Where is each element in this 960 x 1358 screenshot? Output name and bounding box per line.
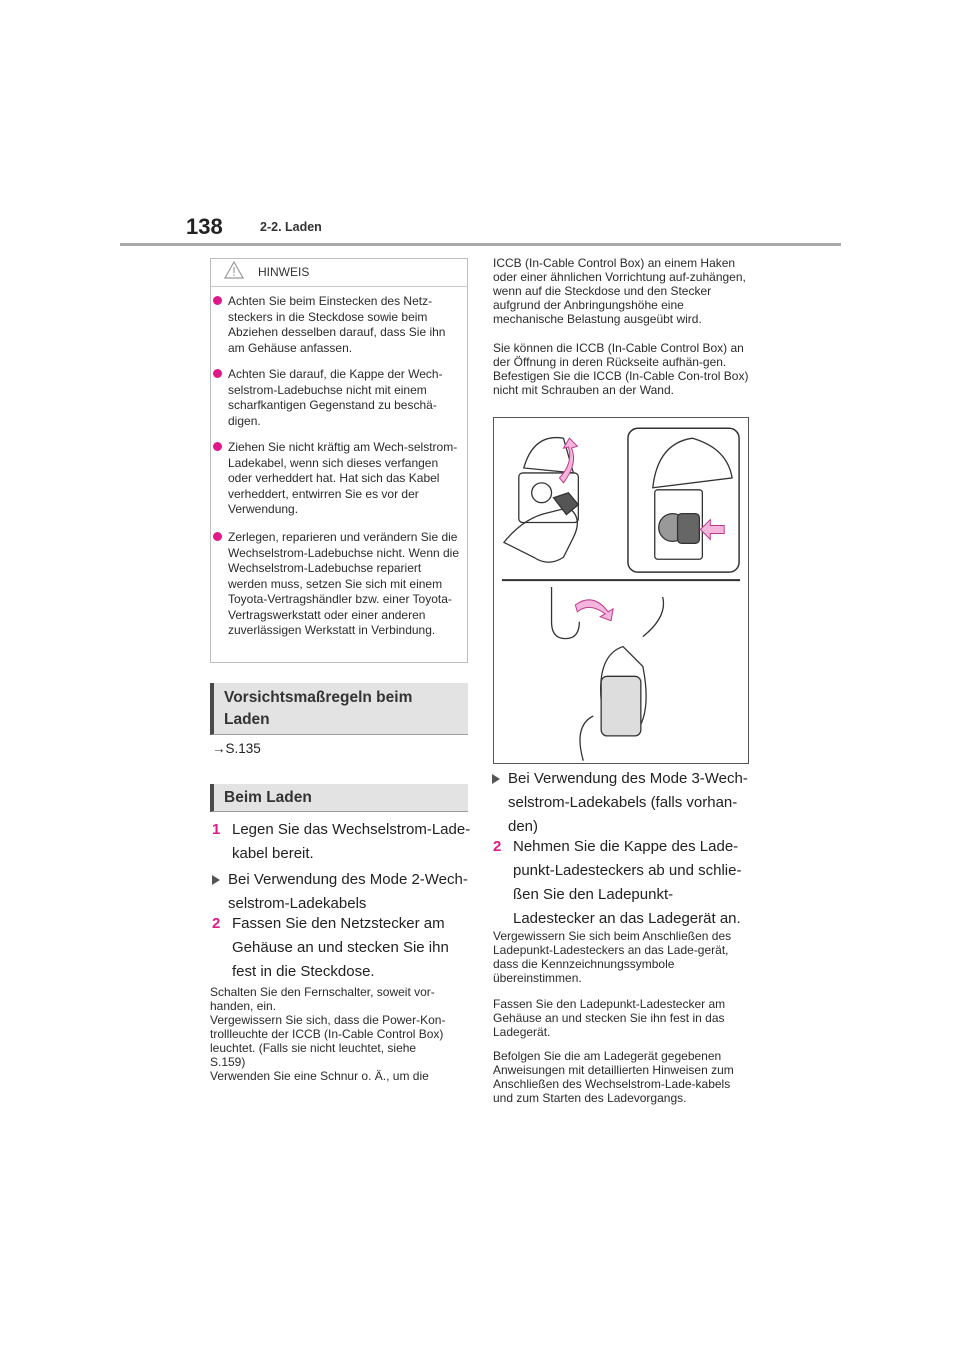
bullet-dot-icon [213,369,222,378]
heading-charging: Beim Laden [210,784,468,812]
page-number: 138 [186,214,223,239]
iccb-mount-paragraph: Sie können die ICCB (In-Cable Control Box) an der Öffnung in deren Rückseite aufhän-gen. Befestigen Sie die ICCB (In-Cable Con-trol Box) nicht mit Schrauben an der Wand. [493,341,749,397]
insert-plug-paragraph: Fassen Sie den Ladepunkt-Ladestecker am Gehäuse an und stecken Sie ihn fest in das Ladegerät. [493,997,726,1039]
notice-item: Achten Sie darauf, die Kappe der Wech-selstrom-Ladebuchse nicht mit einem scharfkantigen Gegenstand zu beschä-digen. [228,367,463,429]
notice-divider [210,286,468,287]
bullet-dot-icon [213,296,222,305]
notice-item: Ziehen Sie nicht kräftig am Wech-selstrom-Ladekabel, wenn sich dieses verfangen oder verheddert hat. Hat sich das Kabel verheddert, entwirren Sie es vor der Verwendung. [228,440,463,518]
inset-frame [628,428,739,572]
triangle-bullet-icon [212,875,220,885]
mode-2-note: Bei Verwendung des Mode 2-Wech-selstrom-Ladekabels [228,868,468,916]
step-1: 1 Legen Sie das Wechselstrom-Lade-kabel bereit. [212,821,471,862]
notice-title: HINWEIS [258,265,310,279]
notice-item: Achten Sie beim Einstecken des Netz-steckers in die Steckdose sowie beim Abziehen desselben darauf, dass Sie ihn am Gehäuse anfassen. [228,294,463,356]
section-title: 2-2. Laden [260,220,322,234]
iccb-hanging-paragraph: ICCB (In-Cable Control Box) an einem Haken oder einer ähnlichen Vorrichtung auf-zuhängen, wenn auf die Steckdose und den Stecker aufgrund der Anbringungshöhe eine mechanische Belastung ausgeübt wird. [493,256,746,326]
warning-triangle-icon [224,261,244,279]
charger-instructions-paragraph: Befolgen Sie die am Ladegerät gegebenen Anweisungen mit detaillierten Hinweisen zum Anschließen des Wechselstrom-Lade-kabels und zum Starten des Ladevorgangs. [493,1049,734,1105]
triangle-bullet-icon [492,774,500,784]
header-rule [120,243,841,246]
charging-cable-illustration [493,417,749,764]
instruction-paragraph: Schalten Sie den Fernschalter, soweit vor- handen, ein. Vergewissern Sie sich, dass die Power-Kon- trollleuchte der ICCB (In-Cable Control Box) leuchtet. (Falls sie nicht leuchtet, siehe S.159) Verwenden Sie eine Schnur o. Ä., um die [210,985,446,1083]
bullet-dot-icon [213,532,222,541]
bullet-dot-icon [213,442,222,451]
notice-item: Zerlegen, reparieren und verändern Sie die Wechselstrom-Ladebuchse nicht. Wenn die Wechselstrom-Ladebuchse repariert werden muss, setzen Sie sich mit einem Toyota-Vertragshändler bzw. einer Toyota-Vertragswerkstatt oder einer anderen zuverlässigen Werkstatt in Verbindung. [228,530,463,639]
symbols-paragraph: Vergewissern Sie sich beim Anschließen des Ladepunkt-Ladesteckers an das Lade-gerät, dass die Kennzeichnungssymbole übereinstimmen. [493,929,732,985]
step-2: 2 Fassen Sie den Netzstecker am Gehäuse an und stecken Sie ihn fest in die Steckdose. [212,915,449,980]
mode-3-note: Bei Verwendung des Mode 3-Wech-selstrom-Ladekabels (falls vorhan-den) [508,767,753,839]
step-2-mode-3: 2 Nehmen Sie die Kappe des Lade-punkt-Ladesteckers ab und schlie-ßen Sie den Ladepunkt-Ladestecker an das Ladegerät an. [493,838,742,927]
heading-precautions: Vorsichtsmaßregeln beim Laden [210,683,468,735]
page-reference-link[interactable]: →S.135 [212,741,261,756]
